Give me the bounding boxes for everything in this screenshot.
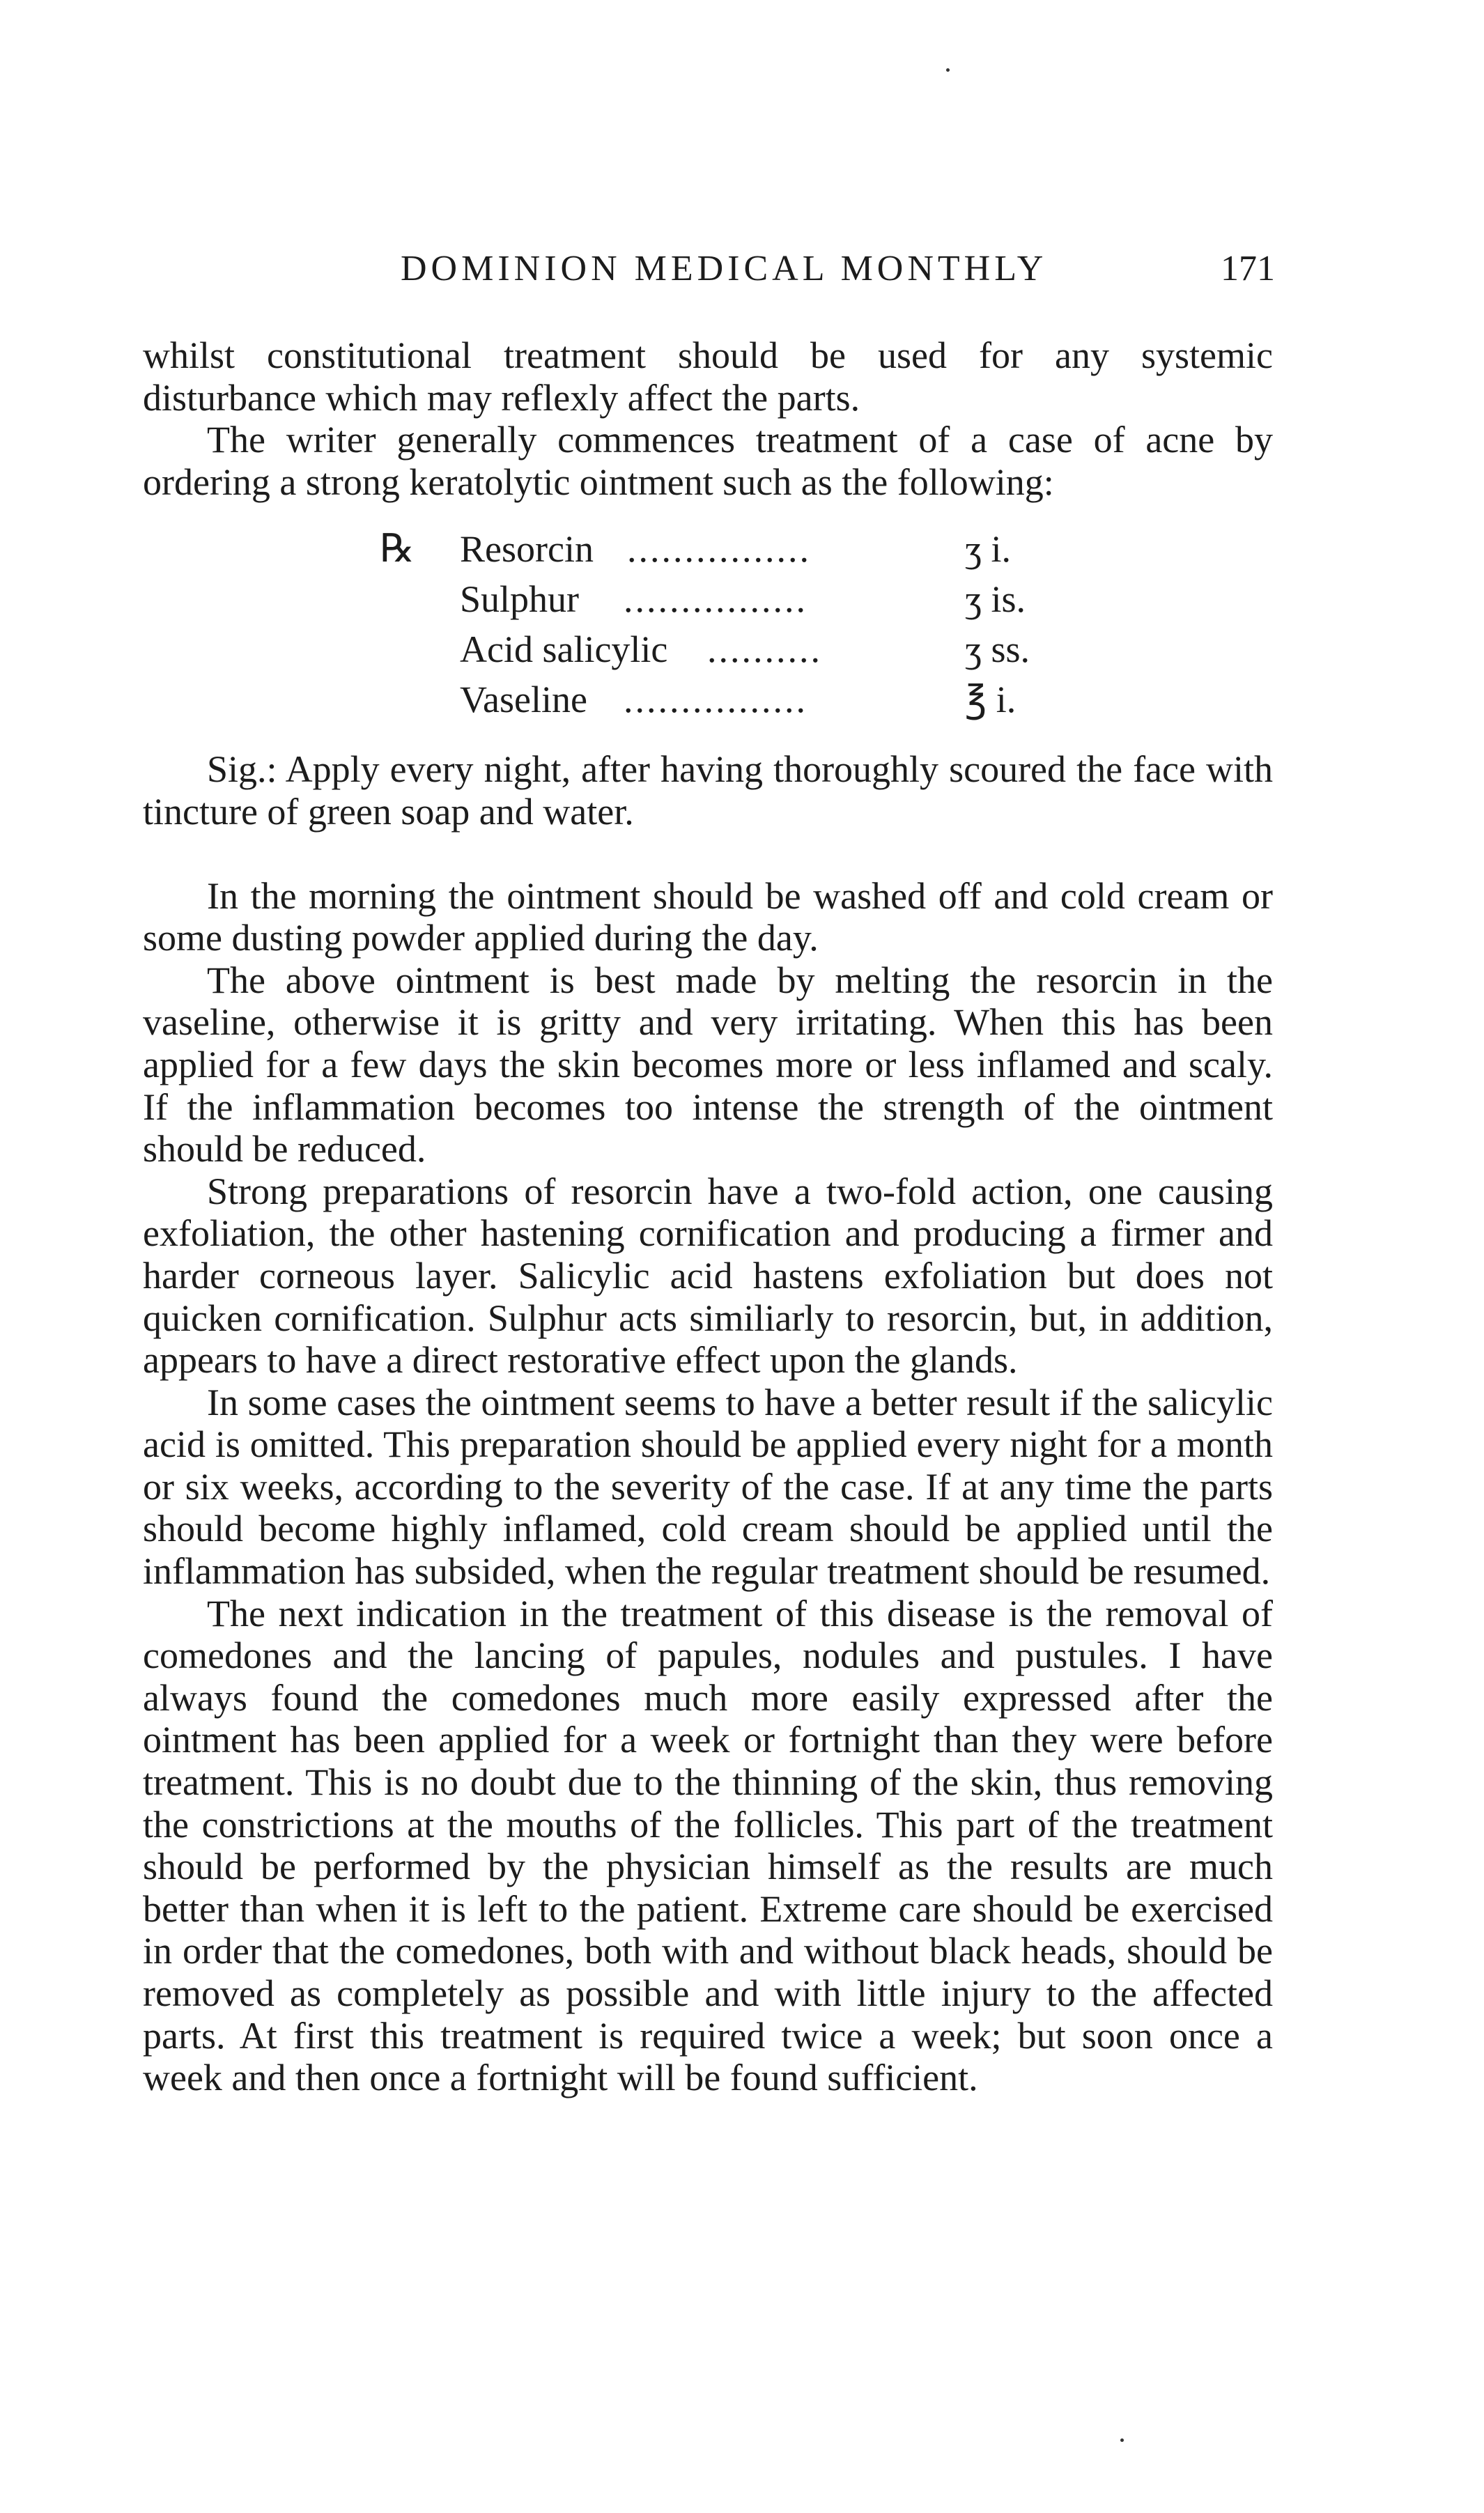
paragraph: Strong preparations of resorcin have a two-fold action, one causing exfoliation, the other hastening cornification and producing a firmer and harder corneous layer. Salicylic acid hastens exfoliation but does not quicken cornification. Sulphur acts similiarly to resorcin, but, in addition, appears to have a direct restorative effect upon the glands. — [143, 1170, 1273, 1382]
page-number: 171 — [1221, 249, 1275, 288]
leader-dots: .......... — [707, 628, 822, 671]
prescription-line — [143, 524, 1273, 574]
paragraph: In some cases the ointment seems to have a better result if the salicylic acid is omitted. This preparation should be applied every night for a month or six weeks, according to the severity of the case. If at any time the parts should become highly inflamed, cold cream should be applied until the inflammation has subsided, when the regular treatment should be resumed. — [143, 1381, 1273, 1593]
ingredient-quantity: ʒ ss. — [965, 628, 1030, 671]
paragraph: Sig.: Apply every night, after having thoroughly scoured the face with tincture of green soap and water. — [143, 748, 1273, 833]
leader-dots: ................ — [624, 679, 807, 721]
ingredient-name: Sulphur — [460, 578, 580, 621]
speck-mark — [1120, 2438, 1124, 2442]
paragraph: The above ointment is best made by melting the resorcin in the vaseline, otherwise it is gritty and very irritating. When this has been applied for a few days the skin becomes more or less inflamed and scaly. If the inflammation becomes too intense the strength of the ointment should be reduced. — [143, 959, 1273, 1170]
paragraph: The writer generally commences treatment of a case of acne by ordering a strong keratolytic ointment such as the following: — [143, 419, 1273, 503]
paragraph: In the morning the ointment should be washed off and cold cream or some dusting powder applied during the day. — [143, 874, 1273, 959]
leader-dots: ................ — [624, 578, 807, 621]
leader-dots: ................ — [627, 528, 811, 571]
paragraph: The next indication in the treatment of this disease is the removal of comedones and the lancing of papules, nodules and pustules. I have always found the comedones much more easily expressed after the ointment has been applied for a week or fortnight than they were before treatment. This is no doubt due to the thinning of the skin, thus removing the constrictions at the mouths of the follicles. This part of the treatment should be performed by the physician himself as the results are much better than when it is left to the patient. Extreme care should be exercised in order that the comedones, both with and without black heads, should be removed as completely as possible and with little injury to the affected parts. At first this treatment is required twice a week; but soon once a week and then once a fortnight will be found sufficient. — [143, 1592, 1273, 2099]
ingredient-name: Acid salicylic — [460, 628, 668, 671]
prescription-line — [143, 574, 1273, 624]
body-text — [143, 334, 1273, 2099]
ingredient-name: Vaseline — [460, 679, 587, 721]
prescription — [143, 524, 1273, 725]
ingredient-quantity: ʒ i. — [965, 528, 1011, 571]
ingredient-quantity: ʒ is. — [965, 578, 1026, 621]
prescription-line — [143, 674, 1273, 725]
speck-mark — [946, 68, 950, 72]
paragraph: whilst constitutional treatment should be used for any systemic disturbance which may reflexly affect the parts. — [143, 334, 1273, 419]
ingredient-quantity: ℥ i. — [965, 679, 1017, 721]
recipe-symbol: ℞ — [380, 527, 415, 571]
ingredient-name: Resorcin — [460, 528, 594, 571]
running-title: DOMINION MEDICAL MONTHLY — [401, 249, 1048, 288]
prescription-line — [143, 624, 1273, 674]
